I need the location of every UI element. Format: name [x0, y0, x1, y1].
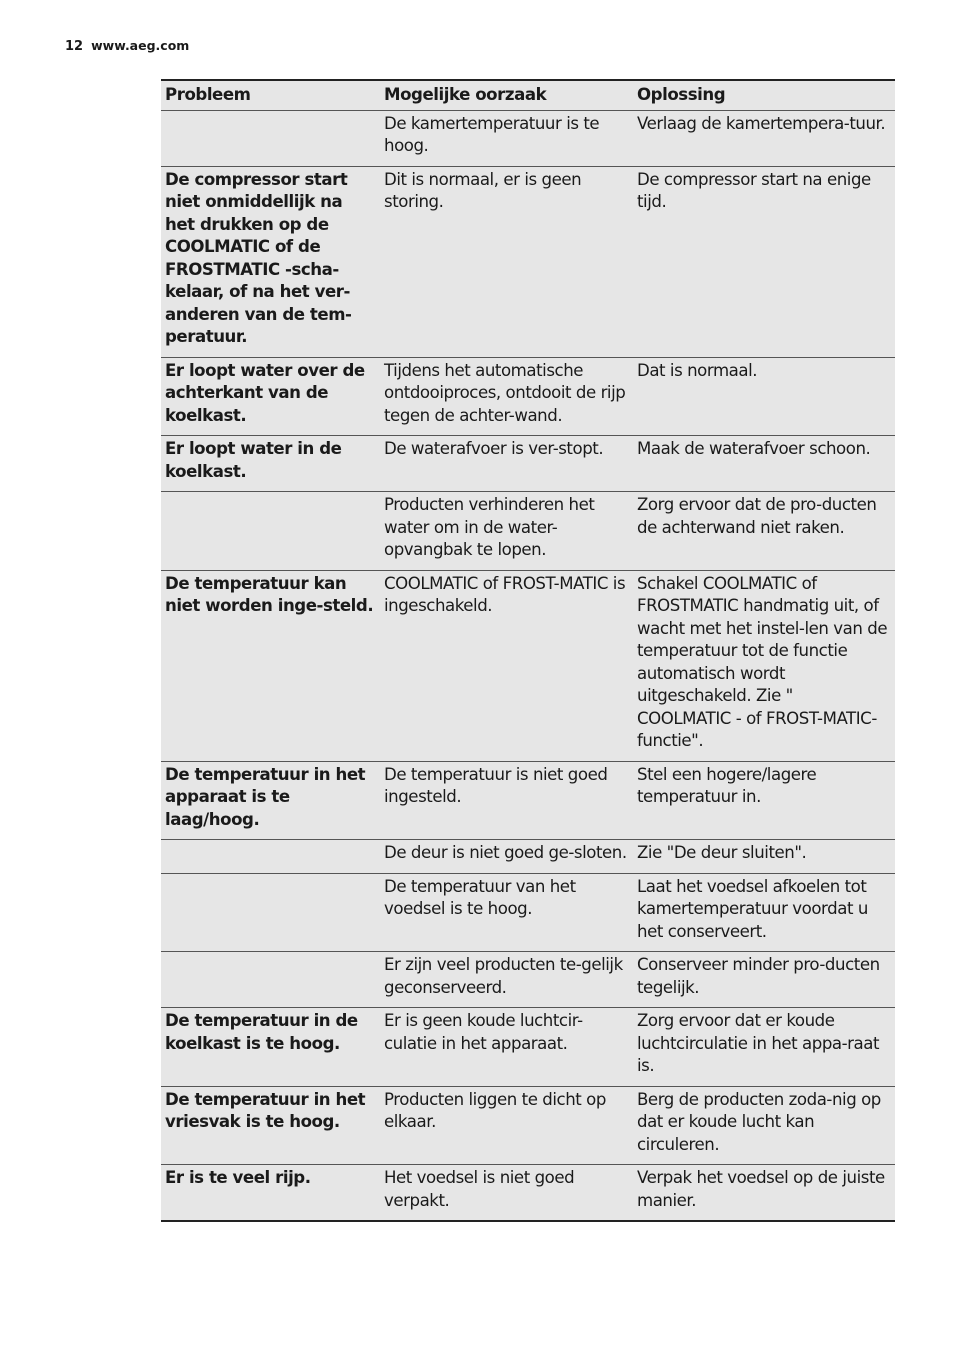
- table-row: [161, 166, 895, 357]
- solution-cell: Stel een hogere/lagere temperatuur in.: [637, 764, 817, 806]
- troubleshooting-table: [161, 79, 895, 1222]
- table-body: [161, 110, 895, 1221]
- column-header-oorzaak: Mogelijke oorzaak: [384, 85, 547, 104]
- solution-cell: Zie "De deur sluiten".: [637, 843, 807, 862]
- problem-cell: [161, 492, 380, 571]
- problem-cell: [161, 110, 380, 166]
- cause-cell: Producten liggen te dicht op elkaar.: [384, 1089, 606, 1131]
- problem-cell: [161, 840, 380, 874]
- solution-cell: Berg de producten zoda-nig op dat er koude lucht kan circuleren.: [637, 1089, 881, 1154]
- solution-cell: Verpak het voedsel op de juiste manier.: [637, 1168, 885, 1210]
- cause-cell: Producten verhinderen het water om in de water-opvangbak te lopen.: [384, 495, 595, 559]
- problem-cell: De compressor start niet onmiddellijk na het drukken op de COOLMATIC of de FROSTMATIC -scha-kelaar, of na het ver-anderen van de tem-peratuur.: [165, 169, 352, 346]
- page-number: 12: [65, 39, 84, 54]
- table-row: [161, 110, 895, 166]
- table-row: [161, 761, 895, 840]
- table-row: [161, 873, 895, 952]
- cause-cell: Er is geen koude luchtcir-culatie in het apparaat.: [384, 1011, 583, 1053]
- problem-cell: De temperatuur in het vriesvak is te hoog.: [165, 1089, 366, 1131]
- cause-cell: De waterafvoer is ver-stopt.: [384, 439, 604, 458]
- table-row: [161, 1165, 895, 1222]
- table-header-row: [161, 80, 895, 110]
- column-header-probleem: Probleem: [165, 85, 251, 104]
- problem-cell: Er is te veel rijp.: [165, 1168, 311, 1187]
- column-header-oplossing: Oplossing: [637, 85, 726, 104]
- solution-cell: Schakel COOLMATIC of FROSTMATIC handmatig uit, of wacht met het instel-len van de temperatuur tot de functie automatisch wordt uitgeschakeld. Zie " COOLMATIC - of FROST-MATIC-functie".: [637, 573, 888, 750]
- problem-cell: De temperatuur in het apparaat is te laag/hoog.: [165, 764, 366, 829]
- cause-cell: De temperatuur van het voedsel is te hoog.: [384, 876, 576, 918]
- cause-cell: COOLMATIC of FROST-MATIC is ingeschakeld.: [384, 573, 626, 615]
- solution-cell: Maak de waterafvoer schoon.: [637, 439, 871, 458]
- website-url: www.aeg.com: [91, 38, 190, 53]
- problem-cell: De temperatuur kan niet worden inge-steld.: [165, 573, 374, 615]
- cause-cell: Dit is normaal, er is geen storing.: [384, 169, 582, 211]
- table-row: [161, 840, 895, 874]
- problem-cell: [161, 952, 380, 1008]
- solution-cell: Dat is normaal.: [637, 360, 758, 380]
- solution-cell: Conserveer minder pro-ducten tegelijk.: [637, 955, 880, 997]
- table-row: [161, 492, 895, 571]
- solution-cell: De compressor start na enige tijd.: [637, 169, 871, 211]
- table-row: [161, 570, 895, 761]
- problem-cell: De temperatuur in de koelkast is te hoog.: [165, 1011, 358, 1053]
- solution-cell: Zorg ervoor dat de pro-ducten de achterwand niet raken.: [637, 495, 877, 537]
- table-row: [161, 357, 895, 436]
- problem-cell: Er loopt water over de achterkant van de koelkast.: [165, 360, 365, 425]
- troubleshooting-table-container: [161, 79, 895, 1222]
- cause-cell: Het voedsel is niet goed verpakt.: [384, 1168, 575, 1210]
- cause-cell: De temperatuur is niet goed ingesteld.: [384, 764, 608, 806]
- table-row: [161, 436, 895, 492]
- cause-cell: De kamertemperatuur is te hoog.: [384, 113, 600, 155]
- problem-cell: Er loopt water in de koelkast.: [165, 439, 342, 481]
- solution-cell: Laat het voedsel afkoelen tot kamertemperatuur voordat u het conserveert.: [637, 876, 868, 941]
- table-row: [161, 1008, 895, 1087]
- solution-cell: Verlaag de kamertempera-tuur.: [637, 113, 886, 133]
- problem-cell: [161, 873, 380, 952]
- cause-cell: Er zijn veel producten te-gelijk geconserveerd.: [384, 955, 623, 997]
- page-header: [65, 38, 189, 54]
- solution-cell: Zorg ervoor dat er koude luchtcirculatie in het appa-raat is.: [637, 1011, 880, 1075]
- table-row: [161, 952, 895, 1008]
- table-row: [161, 1086, 895, 1165]
- cause-cell: De deur is niet goed ge-sloten.: [384, 843, 627, 862]
- cause-cell: Tijdens het automatische ontdooiproces, ontdooit de rijp tegen de achter-wand.: [384, 360, 626, 425]
